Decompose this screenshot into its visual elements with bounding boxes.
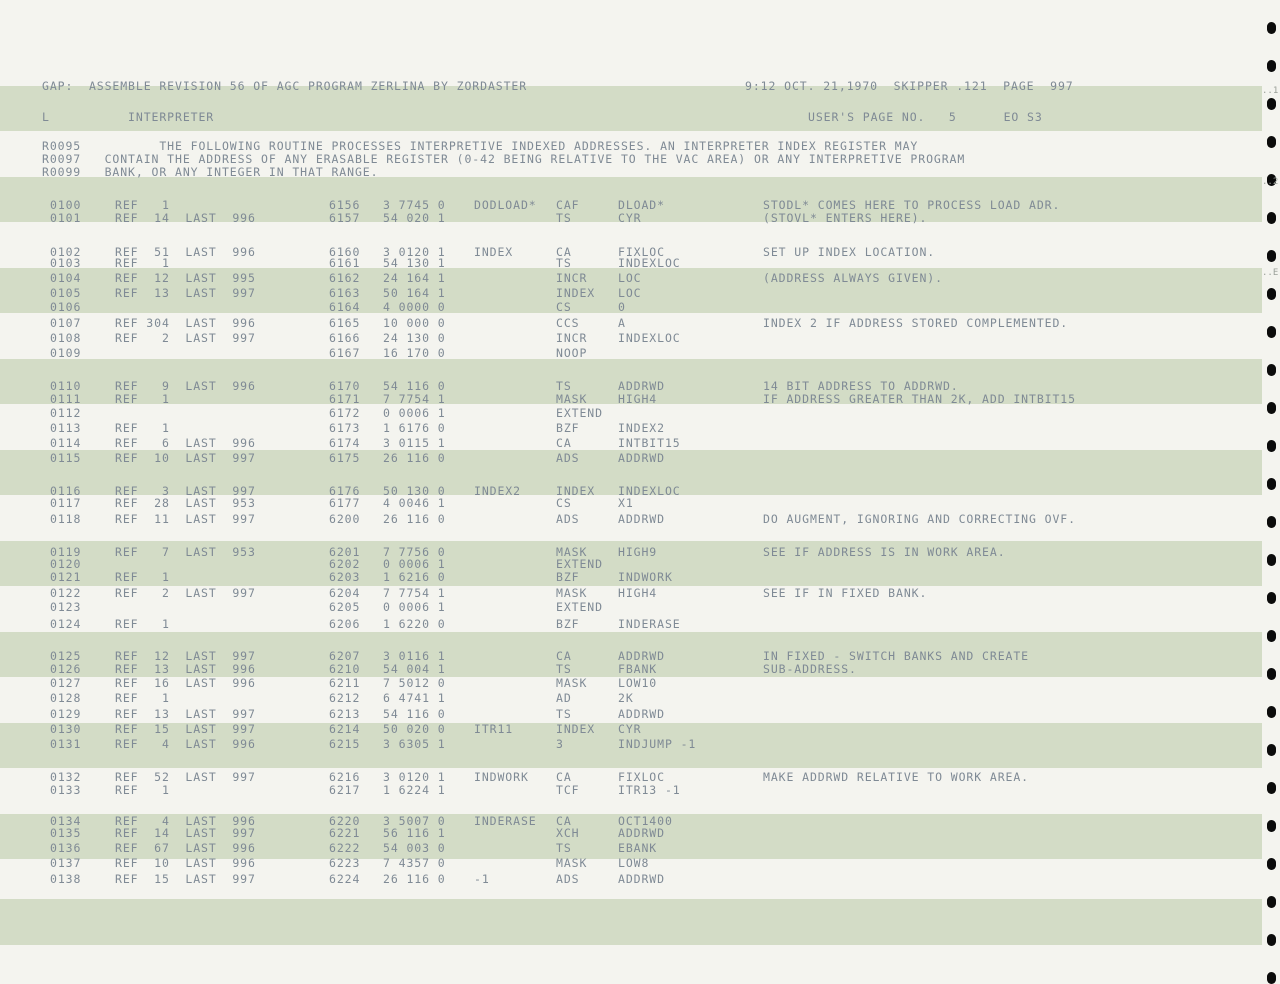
ref-field: REF 6 LAST 996 [115, 436, 256, 450]
line-number: 0114 [50, 436, 82, 450]
opcode-field: CA [556, 436, 572, 450]
octal-code: 7 5012 0 [383, 676, 446, 690]
line-number: 0102 [50, 245, 82, 259]
octal-code: 54 003 0 [383, 841, 446, 855]
opcode-field: MASK [556, 676, 588, 690]
octal-code: 3 0120 1 [383, 770, 446, 784]
operand-field: 2K [618, 691, 634, 705]
label-field: ITR11 [474, 722, 514, 736]
opcode-field: BZF [556, 570, 580, 584]
octal-code: 24 130 0 [383, 331, 446, 345]
line-number: 0101 [50, 211, 82, 225]
ref-field: REF 13 LAST 996 [115, 662, 256, 676]
sprocket-hole [1267, 440, 1276, 452]
opcode-field: 3 [556, 737, 564, 751]
octal-code: 0 0006 1 [383, 600, 446, 614]
opcode-field: EXTEND [556, 406, 603, 420]
address-field: 6175 [329, 451, 361, 465]
operand-field: INDEXLOC [618, 484, 681, 498]
address-field: 6214 [329, 722, 361, 736]
address-field: 6210 [329, 662, 361, 676]
sprocket-hole [1267, 288, 1276, 300]
address-field: 6161 [329, 256, 361, 270]
ref-field: REF 12 LAST 995 [115, 271, 256, 285]
line-number: 0120 [50, 557, 82, 571]
opcode-field: CA [556, 245, 572, 259]
comment-field: (ADDRESS ALWAYS GIVEN). [763, 271, 943, 285]
sprocket-hole [1267, 744, 1276, 756]
address-field: 6170 [329, 379, 361, 393]
operand-field: HIGH4 [618, 586, 658, 600]
operand-field: HIGH4 [618, 392, 658, 406]
ref-field: REF 1 [115, 691, 170, 705]
octal-code: 56 116 1 [383, 826, 446, 840]
line-number: 0116 [50, 484, 82, 498]
margin-mark: ..E [1262, 268, 1279, 278]
ref-field: REF 15 LAST 997 [115, 722, 256, 736]
ref-field: REF 1 [115, 570, 170, 584]
ref-field: REF 1 [115, 421, 170, 435]
remark-line: R0099 BANK, OR ANY INTEGER IN THAT RANGE. [42, 165, 379, 179]
operand-field: 0 [618, 300, 626, 314]
address-field: 6174 [329, 436, 361, 450]
octal-code: 7 7754 1 [383, 586, 446, 600]
operand-field: ADDRWD [618, 451, 665, 465]
line-number: 0130 [50, 722, 82, 736]
header-right: 9:12 OCT. 21,1970 SKIPPER .121 PAGE 997 [745, 79, 1074, 93]
label-field: -1 [474, 872, 490, 886]
address-field: 6172 [329, 406, 361, 420]
operand-field: ADDRWD [618, 707, 665, 721]
ref-field: REF 2 LAST 997 [115, 331, 256, 345]
line-number: 0124 [50, 617, 82, 631]
opcode-field: CAF [556, 198, 580, 212]
sprocket-hole [1267, 782, 1276, 794]
line-number: 0105 [50, 286, 82, 300]
operand-field: ADDRWD [618, 872, 665, 886]
octal-code: 0 0006 1 [383, 406, 446, 420]
opcode-field: MASK [556, 392, 588, 406]
address-field: 6223 [329, 856, 361, 870]
remark-line: R0097 CONTAIN THE ADDRESS OF ANY ERASABLE REGISTER (0-42 BEING RELATIVE TO THE VAC AREA) OR ANY INTERPRETIVE PROGRAM [42, 152, 966, 166]
ref-field: REF 67 LAST 996 [115, 841, 256, 855]
address-field: 6207 [329, 649, 361, 663]
operand-field: FIXLOC [618, 770, 665, 784]
header-left: GAP: ASSEMBLE REVISION 56 OF AGC PROGRAM ZERLINA BY ZORDASTER [42, 79, 528, 93]
octal-code: 1 6224 1 [383, 783, 446, 797]
sprocket-hole [1267, 402, 1276, 414]
address-field: 6211 [329, 676, 361, 690]
ref-field: REF 13 LAST 997 [115, 286, 256, 300]
octal-code: 24 164 1 [383, 271, 446, 285]
opcode-field: TS [556, 707, 572, 721]
operand-field: X1 [618, 496, 634, 510]
octal-code: 26 116 0 [383, 512, 446, 526]
ref-field: REF 1 [115, 256, 170, 270]
operand-field: FIXLOC [618, 245, 665, 259]
opcode-field: CS [556, 300, 572, 314]
line-number: 0106 [50, 300, 82, 314]
address-field: 6205 [329, 600, 361, 614]
operand-field: EBANK [618, 841, 658, 855]
line-number: 0107 [50, 316, 82, 330]
octal-code: 26 116 0 [383, 451, 446, 465]
address-field: 6176 [329, 484, 361, 498]
line-number: 0112 [50, 406, 82, 420]
address-field: 6167 [329, 346, 361, 360]
address-field: 6222 [329, 841, 361, 855]
ref-field: REF 13 LAST 997 [115, 707, 256, 721]
line-number: 0129 [50, 707, 82, 721]
ref-field: REF 11 LAST 997 [115, 512, 256, 526]
octal-code: 1 6216 0 [383, 570, 446, 584]
address-field: 6177 [329, 496, 361, 510]
margin-mark: ..2 [1262, 177, 1279, 187]
label-field: DODLOAD* [474, 198, 537, 212]
operand-field: LOC [618, 286, 642, 300]
comment-field: INDEX 2 IF ADDRESS STORED COMPLEMENTED. [763, 316, 1069, 330]
line-number: 0125 [50, 649, 82, 663]
sprocket-hole [1267, 136, 1276, 148]
line-number: 0123 [50, 600, 82, 614]
opcode-field: TS [556, 841, 572, 855]
line-number: 0109 [50, 346, 82, 360]
opcode-field: INDEX [556, 722, 596, 736]
opcode-field: CA [556, 770, 572, 784]
line-number: 0126 [50, 662, 82, 676]
greenbar-band [0, 899, 1262, 945]
opcode-field: MASK [556, 856, 588, 870]
comment-field: MAKE ADDRWD RELATIVE TO WORK AREA. [763, 770, 1030, 784]
operand-field: LOW8 [618, 856, 650, 870]
line-number: 0127 [50, 676, 82, 690]
opcode-field: INCR [556, 331, 588, 345]
line-number: 0108 [50, 331, 82, 345]
octal-code: 1 6176 0 [383, 421, 446, 435]
ref-field: REF 1 [115, 392, 170, 406]
operand-field: FBANK [618, 662, 658, 676]
sprocket-hole [1267, 934, 1276, 946]
octal-code: 3 0120 1 [383, 245, 446, 259]
operand-field: INDEXLOC [618, 331, 681, 345]
operand-field: LOC [618, 271, 642, 285]
address-field: 6216 [329, 770, 361, 784]
octal-code: 1 6220 0 [383, 617, 446, 631]
opcode-field: CCS [556, 316, 580, 330]
octal-code: 3 7745 0 [383, 198, 446, 212]
comment-field: SET UP INDEX LOCATION. [763, 245, 936, 259]
opcode-field: CS [556, 496, 572, 510]
octal-code: 3 0115 1 [383, 436, 446, 450]
comment-field: STODL* COMES HERE TO PROCESS LOAD ADR. [763, 198, 1061, 212]
opcode-field: TS [556, 256, 572, 270]
opcode-field: MASK [556, 586, 588, 600]
line-number: 0134 [50, 814, 82, 828]
address-field: 6213 [329, 707, 361, 721]
line-number: 0128 [50, 691, 82, 705]
comment-field: SEE IF ADDRESS IS IN WORK AREA. [763, 545, 1006, 559]
comment-field: IF ADDRESS GREATER THAN 2K, ADD INTBIT15 [763, 392, 1076, 406]
line-number: 0111 [50, 392, 82, 406]
opcode-field: MASK [556, 545, 588, 559]
subheader-right: USER'S PAGE NO. 5 EO S3 [808, 110, 1043, 124]
ref-field: REF 1 [115, 198, 170, 212]
opcode-field: CA [556, 814, 572, 828]
line-number: 0122 [50, 586, 82, 600]
opcode-field: ADS [556, 451, 580, 465]
sprocket-hole [1267, 250, 1276, 262]
label-field: INDERASE [474, 814, 537, 828]
tractor-feed-holes [1262, 0, 1280, 981]
opcode-field: INCR [556, 271, 588, 285]
address-field: 6156 [329, 198, 361, 212]
address-field: 6163 [329, 286, 361, 300]
operand-field: INDERASE [618, 617, 681, 631]
ref-field: REF 2 LAST 997 [115, 586, 256, 600]
line-number: 0117 [50, 496, 82, 510]
label-field: INDEX2 [474, 484, 521, 498]
operand-field: INDEX2 [618, 421, 665, 435]
address-field: 6220 [329, 814, 361, 828]
operand-field: INTBIT15 [618, 436, 681, 450]
ref-field: REF 1 [115, 617, 170, 631]
ref-field: REF 1 [115, 783, 170, 797]
opcode-field: ADS [556, 872, 580, 886]
address-field: 6215 [329, 737, 361, 751]
operand-field: CYR [618, 211, 642, 225]
sprocket-hole [1267, 478, 1276, 490]
operand-field: INDWORK [618, 570, 673, 584]
octal-code: 7 4357 0 [383, 856, 446, 870]
octal-code: 50 130 0 [383, 484, 446, 498]
opcode-field: EXTEND [556, 557, 603, 571]
octal-code: 50 020 0 [383, 722, 446, 736]
operand-field: LOW10 [618, 676, 658, 690]
address-field: 6202 [329, 557, 361, 571]
line-number: 0121 [50, 570, 82, 584]
opcode-field: TS [556, 379, 572, 393]
line-number: 0110 [50, 379, 82, 393]
line-number: 0113 [50, 421, 82, 435]
octal-code: 54 116 0 [383, 379, 446, 393]
ref-field: REF 52 LAST 997 [115, 770, 256, 784]
comment-field: (STOVL* ENTERS HERE). [763, 211, 928, 225]
ref-field: REF 4 LAST 996 [115, 737, 256, 751]
line-number: 0135 [50, 826, 82, 840]
sprocket-hole [1267, 364, 1276, 376]
sprocket-hole [1267, 706, 1276, 718]
octal-code: 54 130 1 [383, 256, 446, 270]
ref-field: REF 14 LAST 996 [115, 211, 256, 225]
operand-field: INDEXLOC [618, 256, 681, 270]
sprocket-hole [1267, 22, 1276, 34]
sprocket-hole [1267, 554, 1276, 566]
ref-field: REF 10 LAST 996 [115, 856, 256, 870]
operand-field: INDJUMP -1 [618, 737, 697, 751]
comment-field: IN FIXED - SWITCH BANKS AND CREATE [763, 649, 1030, 663]
opcode-field: TS [556, 211, 572, 225]
opcode-field: CA [556, 649, 572, 663]
sprocket-hole [1267, 592, 1276, 604]
ref-field: REF 14 LAST 997 [115, 826, 256, 840]
ref-field: REF 28 LAST 953 [115, 496, 256, 510]
operand-field: ADDRWD [618, 649, 665, 663]
line-number: 0119 [50, 545, 82, 559]
ref-field: REF 12 LAST 997 [115, 649, 256, 663]
octal-code: 54 116 0 [383, 707, 446, 721]
opcode-field: EXTEND [556, 600, 603, 614]
address-field: 6165 [329, 316, 361, 330]
comment-field: SEE IF IN FIXED BANK. [763, 586, 928, 600]
address-field: 6224 [329, 872, 361, 886]
line-number: 0132 [50, 770, 82, 784]
label-field: INDWORK [474, 770, 529, 784]
comment-field: SUB-ADDRESS. [763, 662, 857, 676]
line-number: 0138 [50, 872, 82, 886]
line-number: 0137 [50, 856, 82, 870]
opcode-field: INDEX [556, 484, 596, 498]
line-number: 0118 [50, 512, 82, 526]
address-field: 6173 [329, 421, 361, 435]
octal-code: 26 116 0 [383, 872, 446, 886]
line-number: 0136 [50, 841, 82, 855]
octal-code: 7 7754 1 [383, 392, 446, 406]
sprocket-hole [1267, 212, 1276, 224]
octal-code: 50 164 1 [383, 286, 446, 300]
address-field: 6157 [329, 211, 361, 225]
address-field: 6162 [329, 271, 361, 285]
ref-field: REF 7 LAST 953 [115, 545, 256, 559]
line-number: 0115 [50, 451, 82, 465]
operand-field: HIGH9 [618, 545, 658, 559]
opcode-field: TS [556, 662, 572, 676]
operand-field: ADDRWD [618, 826, 665, 840]
operand-field: OCT1400 [618, 814, 673, 828]
address-field: 6206 [329, 617, 361, 631]
octal-code: 4 0000 0 [383, 300, 446, 314]
address-field: 6201 [329, 545, 361, 559]
opcode-field: BZF [556, 421, 580, 435]
sprocket-hole [1267, 60, 1276, 72]
address-field: 6212 [329, 691, 361, 705]
sprocket-hole [1267, 516, 1276, 528]
line-number: 0131 [50, 737, 82, 751]
ref-field: REF 16 LAST 996 [115, 676, 256, 690]
sprocket-hole [1267, 630, 1276, 642]
line-number: 0104 [50, 271, 82, 285]
sprocket-hole [1267, 896, 1276, 908]
opcode-field: XCH [556, 826, 580, 840]
opcode-field: AD [556, 691, 572, 705]
octal-code: 7 7756 0 [383, 545, 446, 559]
operand-field: ITR13 -1 [618, 783, 681, 797]
ref-field: REF 10 LAST 997 [115, 451, 256, 465]
octal-code: 54 004 1 [383, 662, 446, 676]
opcode-field: INDEX [556, 286, 596, 300]
octal-code: 54 020 1 [383, 211, 446, 225]
operand-field: CYR [618, 722, 642, 736]
address-field: 6217 [329, 783, 361, 797]
line-number: 0133 [50, 783, 82, 797]
ref-field: REF 304 LAST 996 [115, 316, 256, 330]
remark-line: R0095 THE FOLLOWING ROUTINE PROCESSES INTERPRETIVE INDEXED ADDRESSES. AN INTERPRETER INDEX REGISTER MAY [42, 139, 919, 153]
ref-field: REF 4 LAST 996 [115, 814, 256, 828]
address-field: 6171 [329, 392, 361, 406]
margin-mark: ..1 [1262, 86, 1279, 96]
address-field: 6160 [329, 245, 361, 259]
ref-field: REF 51 LAST 996 [115, 245, 256, 259]
octal-code: 0 0006 1 [383, 557, 446, 571]
sprocket-hole [1267, 972, 1276, 984]
address-field: 6166 [329, 331, 361, 345]
ref-field: REF 9 LAST 996 [115, 379, 256, 393]
address-field: 6221 [329, 826, 361, 840]
opcode-field: BZF [556, 617, 580, 631]
octal-code: 3 5007 0 [383, 814, 446, 828]
sprocket-hole [1267, 98, 1276, 110]
opcode-field: TCF [556, 783, 580, 797]
octal-code: 6 4741 1 [383, 691, 446, 705]
octal-code: 4 0046 1 [383, 496, 446, 510]
sprocket-hole [1267, 820, 1276, 832]
operand-field: A [618, 316, 626, 330]
label-field: INDEX [474, 245, 514, 259]
line-number: 0100 [50, 198, 82, 212]
comment-field: DO AUGMENT, IGNORING AND CORRECTING OVF. [763, 512, 1076, 526]
line-number: 0103 [50, 256, 82, 270]
address-field: 6164 [329, 300, 361, 314]
ref-field: REF 3 LAST 997 [115, 484, 256, 498]
octal-code: 16 170 0 [383, 346, 446, 360]
address-field: 6200 [329, 512, 361, 526]
address-field: 6203 [329, 570, 361, 584]
subheader-left: L INTERPRETER [42, 110, 215, 124]
sprocket-hole [1267, 326, 1276, 338]
address-field: 6204 [329, 586, 361, 600]
ref-field: REF 15 LAST 997 [115, 872, 256, 886]
octal-code: 3 6305 1 [383, 737, 446, 751]
sprocket-hole [1267, 668, 1276, 680]
operand-field: ADDRWD [618, 512, 665, 526]
comment-field: 14 BIT ADDRESS TO ADDRWD. [763, 379, 959, 393]
opcode-field: NOOP [556, 346, 588, 360]
opcode-field: ADS [556, 512, 580, 526]
operand-field: DLOAD* [618, 198, 665, 212]
octal-code: 3 0116 1 [383, 649, 446, 663]
octal-code: 10 000 0 [383, 316, 446, 330]
sprocket-hole [1267, 858, 1276, 870]
operand-field: ADDRWD [618, 379, 665, 393]
